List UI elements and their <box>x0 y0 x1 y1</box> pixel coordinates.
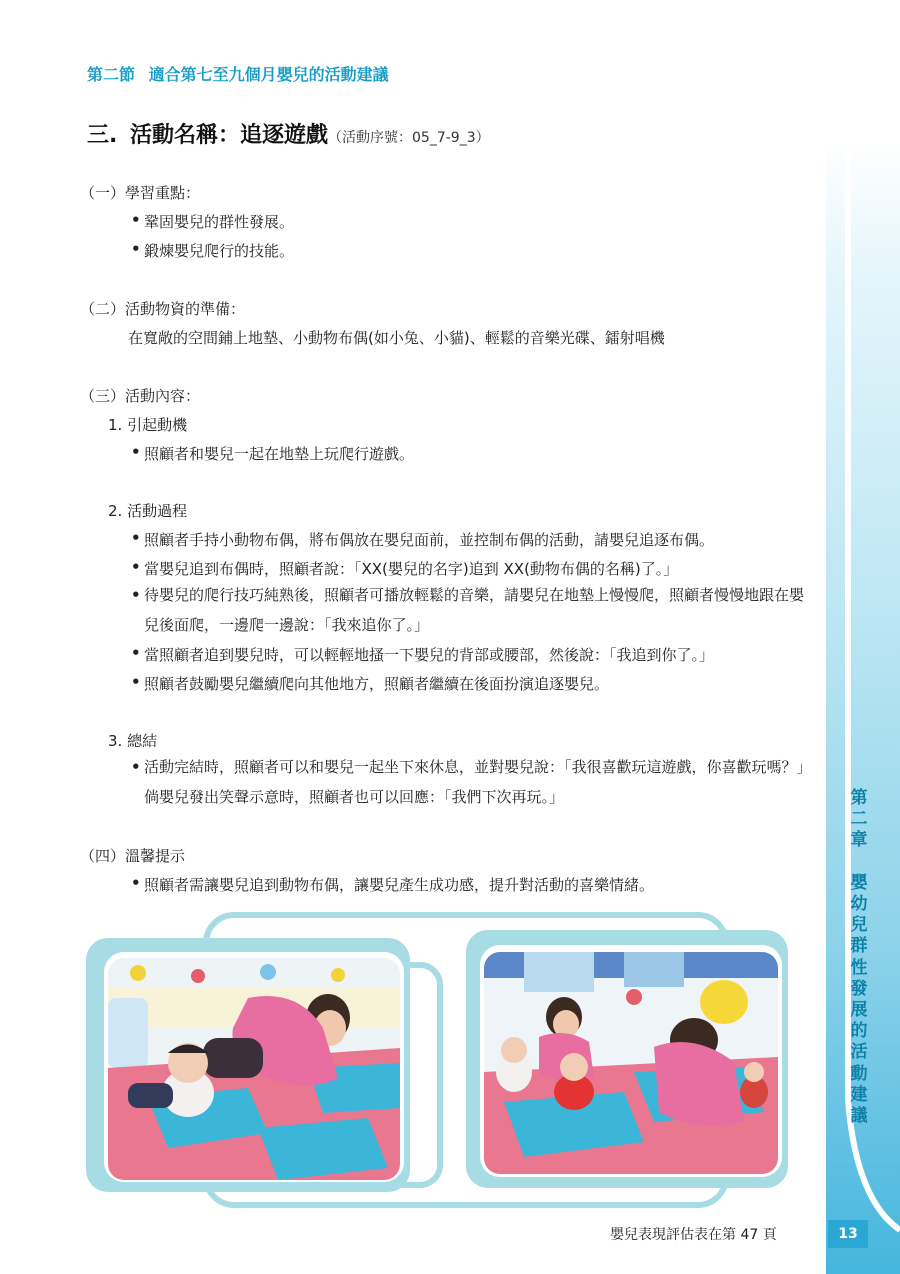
part3-heading: （三）活動內容： <box>80 387 201 405</box>
list-item: • 照顧者需讓嬰兒追到動物布偶，讓嬰兒產生成功感，提升對活動的喜樂情緒。 <box>131 874 655 894</box>
sidebar-char: 群 <box>850 936 868 957</box>
part2-heading: （二）活動物資的準備： <box>80 300 246 318</box>
list-item: • 照顧者和嬰兒一起在地墊上玩爬行遊戲。 <box>131 443 415 463</box>
title-serial: （活動序號：05_7-9_3） <box>328 130 490 146</box>
sidebar-char: 發 <box>850 978 868 999</box>
list-item: • 待嬰兒的爬行技巧純熟後，照顧者可播放輕鬆的音樂，請嬰兒在地墊上慢慢爬，照顧者慢慢地跟在嬰兒後面爬，一邊爬一邊說：「我來追你了。」 <box>131 586 805 634</box>
footer-reference: 嬰兒表現評估表在第 47 頁 <box>610 1227 777 1243</box>
sidebar-char: 活 <box>850 1042 868 1063</box>
sidebar-char: 議 <box>850 1106 868 1127</box>
section-number: 第二節 <box>87 65 136 84</box>
title-name: 活動名稱：追逐遊戲 <box>130 123 329 148</box>
list-item: • 當照顧者追到嬰兒時，可以輕輕地搔一下嬰兒的背部或腰部，然後說：「我追到你了。」 <box>131 644 715 664</box>
step2-label: 2. 活動過程 <box>108 502 188 520</box>
sidebar-char: 第 <box>850 788 868 808</box>
photo-crawling-game-2 <box>484 952 778 1174</box>
part1-heading: （一）學習重點： <box>80 184 201 202</box>
list-item: • 鍛煉嬰兒爬行的技能。 <box>131 240 295 260</box>
list-item: • 照顧者手持小動物布偶，將布偶放在嬰兒面前，並控制布偶的活動，請嬰兒追逐布偶。 <box>131 529 715 549</box>
part4-heading: （四）溫馨提示 <box>80 847 186 865</box>
sidebar-char: 兒 <box>850 915 868 936</box>
list-item: • 照顧者鼓勵嬰兒繼續爬向其他地方，照顧者繼續在後面扮演追逐嬰兒。 <box>131 673 610 693</box>
sidebar-char: 章 <box>850 830 868 851</box>
sidebar-char: 動 <box>850 1063 868 1084</box>
section-header <box>87 62 389 85</box>
list-item: • 當嬰兒追到布偶時，照顧者說：「XX(嬰兒的名字)追到 XX(動物布偶的名稱)了。」 <box>131 558 679 578</box>
step1-label: 1. 引起動機 <box>108 416 188 434</box>
sidebar-char: 幼 <box>850 894 868 915</box>
list-item: • 活動完結時，照顧者可以和嬰兒一起坐下來休息，並對嬰兒說：「我很喜歡玩這遊戲，你喜歡玩嗎？」倘嬰兒發出笑聲示意時，照顧者也可以回應：「我們下次再玩。」 <box>131 758 812 806</box>
step3-label: 3. 總結 <box>108 732 158 750</box>
sidebar-char: 建 <box>850 1084 868 1105</box>
activity-title <box>87 118 490 149</box>
sidebar-char: 二 <box>850 809 868 830</box>
sidebar-char: 展 <box>850 1000 868 1021</box>
photo-crawling-game-1 <box>108 958 400 1180</box>
sidebar-char: 性 <box>850 957 868 978</box>
part2-text: 在寬敞的空間鋪上地墊、小動物布偶(如小兔、小貓)、輕鬆的音樂光碟、鐳射唱機 <box>128 329 665 347</box>
sidebar-char: 嬰 <box>850 872 868 893</box>
sidebar-char: 的 <box>850 1021 868 1042</box>
section-title: 適合第七至九個月嬰兒的活動建議 <box>148 65 389 84</box>
title-roman: 三. <box>87 123 118 148</box>
list-item: • 鞏固嬰兒的群性發展。 <box>131 211 295 231</box>
sidebar-char <box>848 852 870 873</box>
chapter-title-vertical <box>848 788 870 1127</box>
page-number: 13 <box>828 1220 868 1248</box>
